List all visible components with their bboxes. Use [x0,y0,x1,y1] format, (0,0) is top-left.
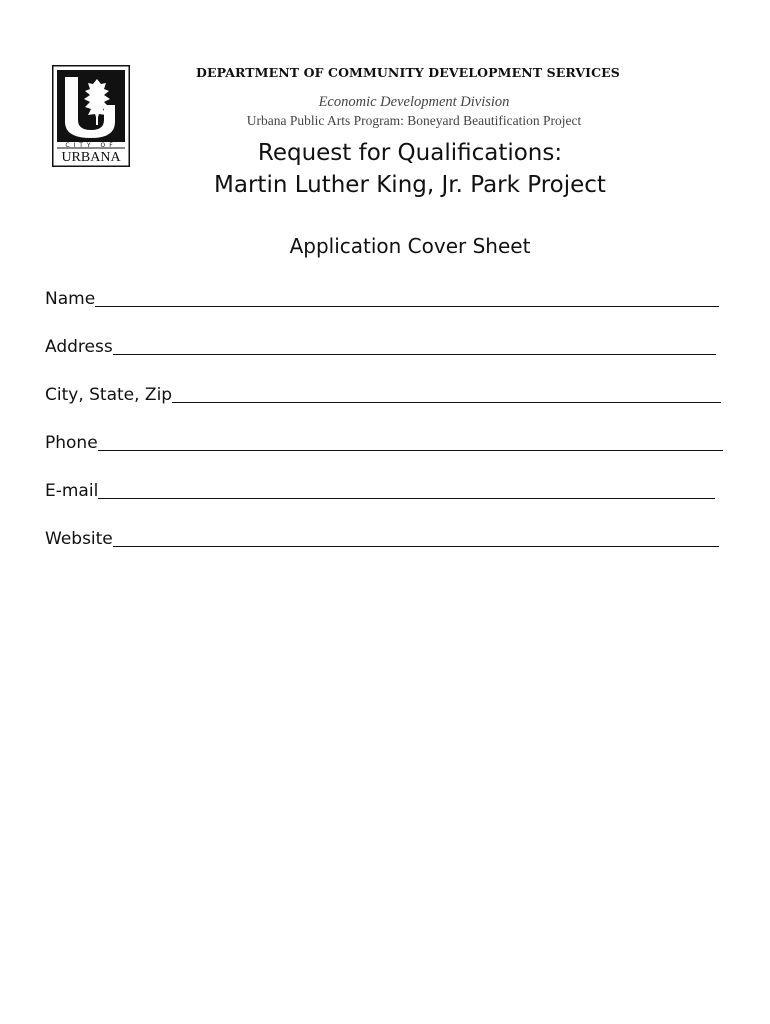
logo-city-of: CITY OF [65,142,117,149]
phone-field[interactable] [45,429,723,453]
logo-urbana: URBANA [61,150,121,165]
address-label: Address [45,337,113,357]
title-line-2: Martin Luther King, Jr. Park Project [214,172,606,198]
document-title [150,137,670,201]
name-label: Name [45,289,96,309]
email-label: E-mail [45,481,99,501]
city-state-zip-label: City, State, Zip [45,385,173,405]
phone-label: Phone [45,433,98,453]
program-name: Urbana Public Arts Program: Boneyard Beautification Project [246,113,582,128]
website-input-line[interactable] [113,546,719,547]
city-state-zip-field[interactable] [45,381,721,405]
document-subtitle: Application Cover Sheet [289,234,531,258]
email-input-line[interactable] [98,498,715,499]
city-of-urbana-logo [52,65,130,167]
name-field[interactable] [45,285,719,309]
address-field[interactable] [45,333,716,357]
phone-input-line[interactable] [98,450,723,451]
city-state-zip-input-line[interactable] [172,402,721,403]
oak-leaf-icon [52,65,130,167]
title-line-1: Request for Qualifications: [257,140,563,166]
department-heading: DEPARTMENT OF COMMUNITY DEVELOPMENT SERVICES [196,65,620,80]
website-field[interactable] [45,525,719,549]
email-field[interactable] [45,477,715,501]
address-input-line[interactable] [113,354,716,355]
division-name: Economic Development Division [318,94,510,110]
name-input-line[interactable] [95,306,719,307]
website-label: Website [45,529,113,549]
